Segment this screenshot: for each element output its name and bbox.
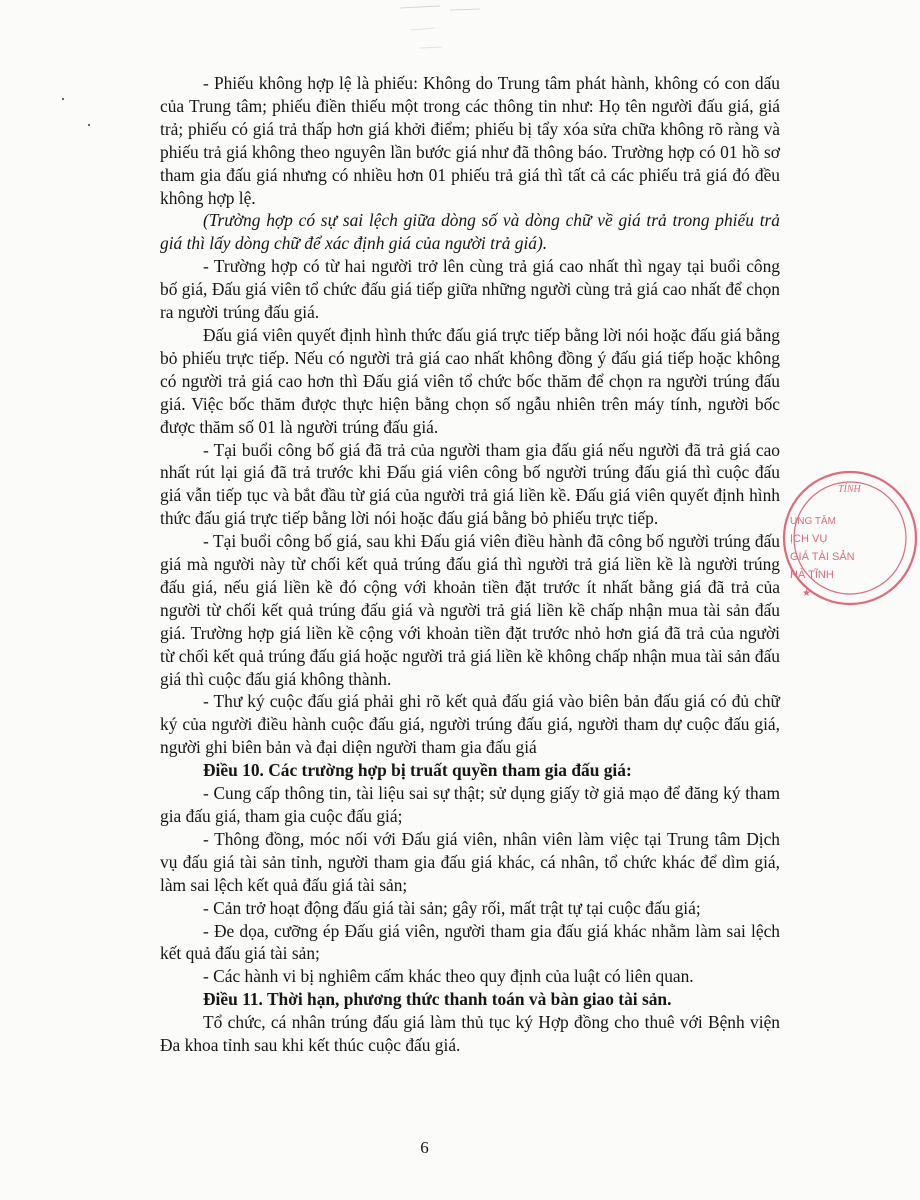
bleed-through-marks xyxy=(380,0,500,70)
paragraph: - Thư ký cuộc đấu giá phải ghi rõ kết quả đấu giá vào biên bản đấu giá có đủ chữ ký của người điều hành cuộc đấu giá, người trúng đấu giá, người tham dự cuộc đấu giá, người ghi biên bản và đại diện người tham gia đấu giá xyxy=(160,691,780,758)
scan-speck xyxy=(88,124,90,126)
stamp-text-line: GIÁ TÀI SẢN xyxy=(790,551,855,563)
paragraph: Đấu giá viên quyết định hình thức đấu giá trực tiếp bằng lời nói hoặc đấu giá bằng bỏ phiếu trực tiếp. Nếu có người trả giá cao nhất không đồng ý đấu giá tiếp hoặc không có người trả giá cao hơn thì Đấu giá viên tổ chức bốc thăm để chọn ra người trúng đấu giá. Việc bốc thăm được thực hiện bằng chọn số ngẫu nhiên trên máy tính, người bốc được thăm số 01 là người trúng đấu giá. xyxy=(160,324,780,437)
document-body xyxy=(160,72,780,1057)
stamp-text-top: TỈNH xyxy=(838,484,861,495)
paragraph: - Thông đồng, móc nối với Đấu giá viên, nhân viên làm việc tại Trung tâm Dịch vụ đấu giá tài sản tỉnh, người tham gia đấu giá khác, cá nhân, tổ chức khác để dìm giá, làm sai lệch kết quả đấu giá tài sản; xyxy=(160,828,780,895)
page-number: 6 xyxy=(420,1138,429,1157)
paragraph: - Tại buổi công bố giá đã trả của người tham gia đấu giá nếu người đã trả giá cao nhất rút lại giá đã trả trước khi Đấu giá viên công bố người trúng đấu giá thì cuộc đấu giá vẫn tiếp tục và bắt đầu từ giá của người trả giá liền kề. Đấu giá viên quyết định hình thức đấu giá trực tiếp bằng lời nói hoặc đấu giá bằng bỏ phiếu trực tiếp. xyxy=(160,439,780,529)
paragraph: Tổ chức, cá nhân trúng đấu giá làm thủ tục ký Hợp đồng cho thuê với Bệnh viện Đa khoa tỉnh sau khi kết thúc cuộc đấu giá. xyxy=(160,1012,780,1056)
stamp-text-line: HÀ TĨNH xyxy=(790,569,834,581)
paragraph: - Cung cấp thông tin, tài liệu sai sự thật; sử dụng giấy tờ giả mạo để đăng ký tham gia đấu giá, tham gia cuộc đấu giá; xyxy=(160,783,780,826)
paragraph: - Trường hợp có từ hai người trở lên cùng trả giá cao nhất thì ngay tại buổi công bố giá, Đấu giá viên tổ chức đấu giá tiếp giữa những người cùng trả giá cao nhất để chọn ra người trúng đấu giá. xyxy=(160,256,780,323)
paragraph: - Cản trở hoạt động đấu giá tài sản; gây rối, mất trật tự tại cuộc đấu giá; xyxy=(203,897,701,918)
article-heading: Điều 11. Thời hạn, phương thức thanh toán và bàn giao tài sản. xyxy=(203,989,672,1010)
article-heading: Điều 10. Các trường hợp bị truất quyền tham gia đấu giá: xyxy=(203,760,632,781)
stamp-text-line: UNG TÂM xyxy=(790,516,836,527)
stamp-text-line: ỊCH VỤ xyxy=(790,533,828,545)
paragraph: - Phiếu không hợp lệ là phiếu: Không do Trung tâm phát hành, không có con dấu của Trung tâm; phiếu điền thiếu một trong các thông tin như: Họ tên người đấu giá, giá trả; phiếu có giá trả thấp hơn giá khởi điểm; phiếu bị tẩy xóa sửa chữa không rõ ràng và phiếu trả giá không theo nguyên lần bước giá như đã thông báo. Trường hợp có 01 hồ sơ tham gia đấu giá nhưng có nhiều hơn 01 phiếu trả giá thì tất cả các phiếu trả giá đó đều không hợp lệ. xyxy=(160,73,780,208)
red-seal-stamp xyxy=(780,468,920,608)
paragraph: - Các hành vi bị nghiêm cấm khác theo quy định của luật có liên quan. xyxy=(203,966,694,987)
scan-speck xyxy=(62,98,64,100)
stamp-star: ★ xyxy=(802,588,811,599)
paragraph: (Trường hợp có sự sai lệch giữa dòng số và dòng chữ về giá trả trong phiếu trả giá thì lấy dòng chữ để xác định giá của người trả giá). xyxy=(160,210,780,254)
paragraph: - Tại buổi công bố giá, sau khi Đấu giá viên điều hành đã công bố người trúng đấu giá mà người này từ chối kết quả trúng đấu giá thì người trả giá liền kề là người trúng đấu giá, nếu giá liền kề đó cộng với khoản tiền đặt trước ít nhất bằng giá đã trả của người từ chối kết quả trúng đấu giá và người trả giá liền kề chấp nhận mua tài sản đấu giá. Trường hợp giá liền kề cộng với khoản tiền đặt trước nhỏ hơn giá đã trả của người từ chối kết quả trúng đấu giá hoặc người trả giá liền kề không chấp nhận mua tài sản đấu giá thì cuộc đấu giá không thành. xyxy=(160,531,780,689)
paragraph: - Đe dọa, cưỡng ép Đấu giá viên, người tham gia đấu giá khác nhằm làm sai lệch kết quả đấu giá tài sản; xyxy=(160,920,780,964)
